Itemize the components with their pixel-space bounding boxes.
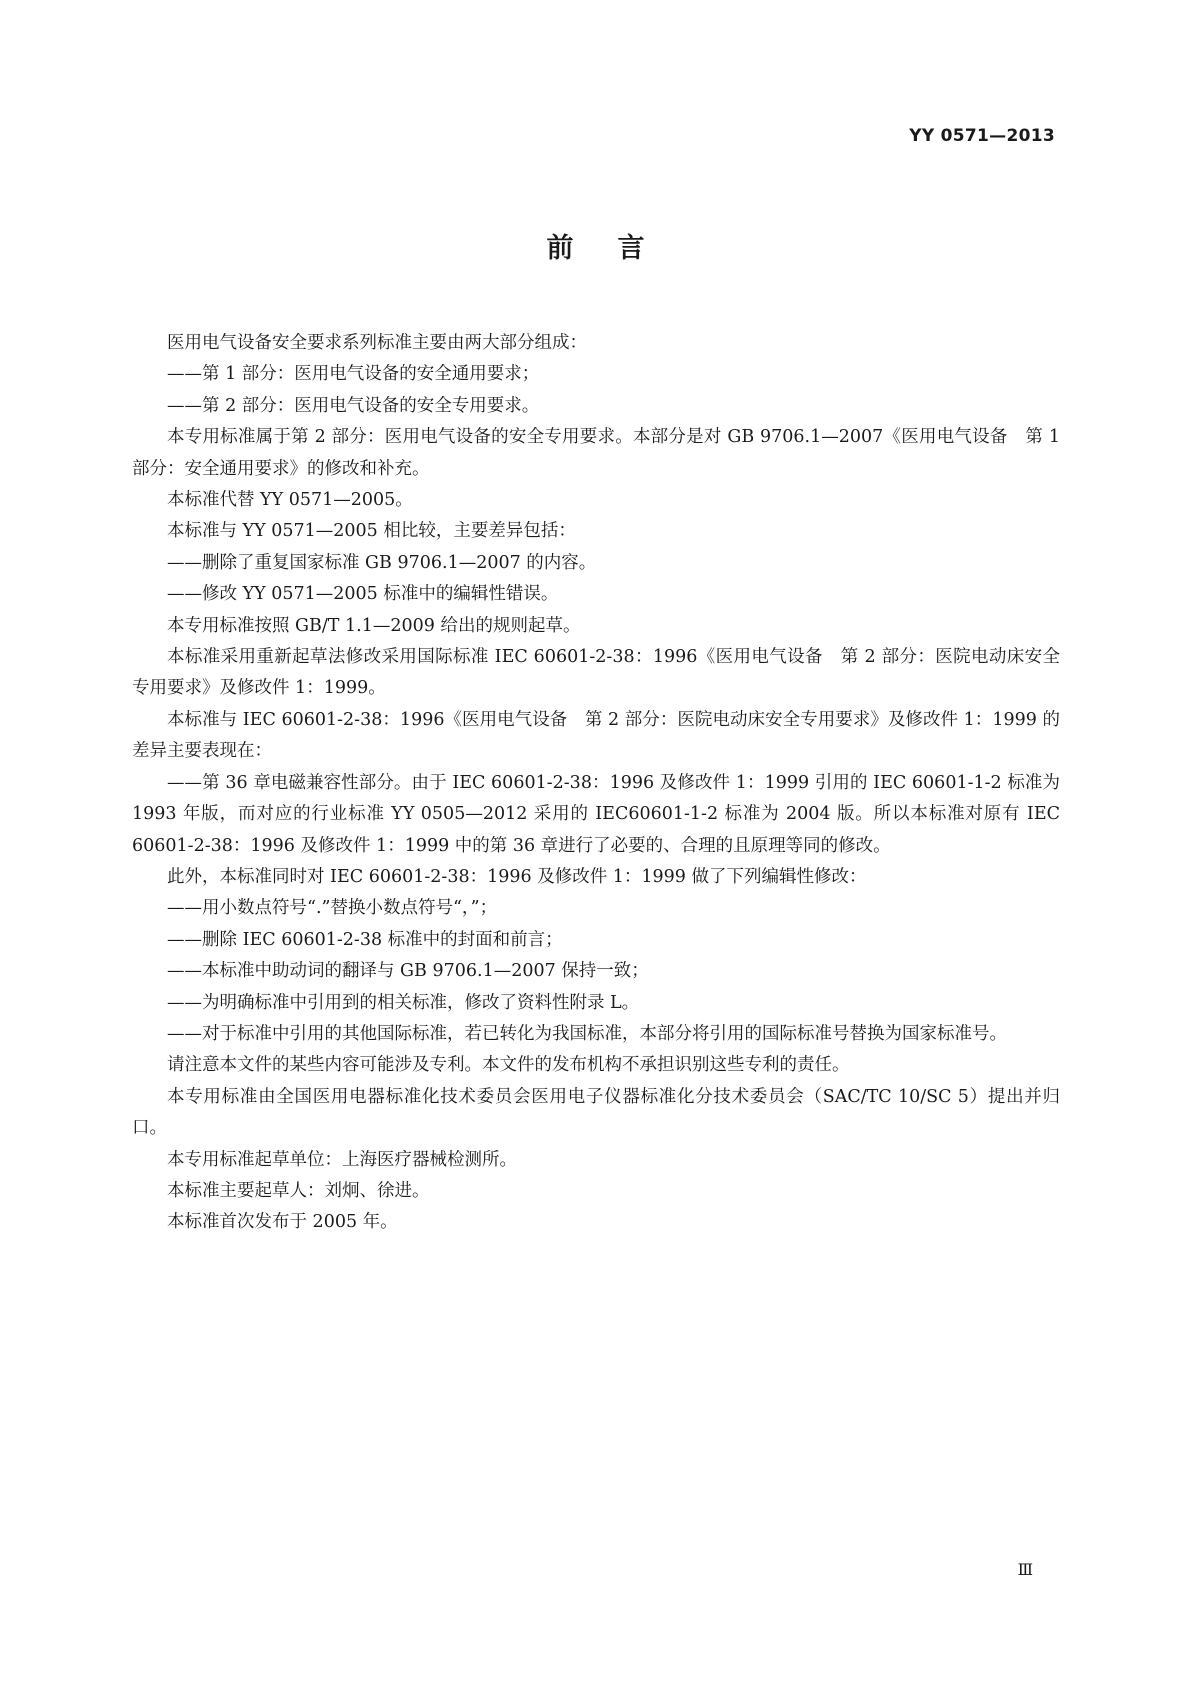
- paragraph: ——删除了重复国家标准 GB 9706.1—2007 的内容。: [167, 552, 597, 573]
- paragraph: 本标准代替 YY 0571—2005。: [167, 490, 413, 511]
- page-title: 前言: [546, 233, 689, 264]
- paragraph: 本专用标准按照 GB/T 1.1—2009 给出的规则起草。: [167, 615, 581, 636]
- paragraph: 本标准与 YY 0571—2005 相比较，主要差异包括：: [167, 521, 576, 542]
- paragraph: ——修改 YY 0571—2005 标准中的编辑性错误。: [167, 584, 559, 605]
- paragraph: 请注意本文件的某些内容可能涉及专利。本文件的发布机构不承担识别这些专利的责任。: [167, 1055, 850, 1076]
- paragraph: 本专用标准由全国医用电器标准化技术委员会医用电子仪器标准化分技术委员会（SAC/TC 10/SC 5）提出并归口。: [132, 1086, 1060, 1139]
- paragraph: 此外，本标准同时对 IEC 60601-2-38：1996 及修改件 1：1999 做了下列编辑性修改：: [167, 866, 867, 887]
- paragraph: 本标准主要起草人：刘炯、徐进。: [167, 1180, 430, 1201]
- standard-number: YY 0571—2013: [909, 126, 1055, 146]
- body-text: [132, 328, 1060, 1239]
- paragraph: 本专用标准属于第 2 部分：医用电气设备的安全专用要求。本部分是对 GB 9706.1—2007《医用电气设备 第 1 部分：安全通用要求》的修改和补充。: [132, 427, 1060, 479]
- page-number: Ⅲ: [1017, 1560, 1033, 1579]
- paragraph: ——第 36 章电磁兼容性部分。由于 IEC 60601-2-38：1996 及修改件 1：1999 引用的 IEC 60601-1-2 标准为 1993 年版，而对应的行业标准 YY 0505—2012 采用的 IEC60601-1-2 标准为 2004 版。所以本标准对原有 IEC 60601-2-38：1996 及修改件 1：1999 中的第 36 章进行了必要的、合理的且原理等同的修改。: [132, 772, 1060, 856]
- paragraph: ——本标准中助动词的翻译与 GB 9706.1—2007 保持一致；: [167, 961, 649, 982]
- paragraph: ——为明确标准中引用到的相关标准，修改了资料性附录 L。: [167, 992, 640, 1013]
- paragraph: ——删除 IEC 60601-2-38 标准中的封面和前言；: [167, 929, 563, 950]
- paragraph: ——第 1 部分：医用电气设备的安全通用要求；: [167, 364, 540, 385]
- paragraph: 本标准首次发布于 2005 年。: [167, 1212, 398, 1233]
- paragraph: ——第 2 部分：医用电气设备的安全专用要求。: [167, 395, 540, 416]
- paragraph: ——用小数点符号“.”替换小数点符号“，”；: [167, 898, 498, 919]
- paragraph: 本标准与 IEC 60601-2-38：1996《医用电气设备 第 2 部分：医院电动床安全专用要求》及修改件 1：1999 的差异主要表现在：: [132, 709, 1060, 762]
- paragraph: 本专用标准起草单位：上海医疗器械检测所。: [167, 1149, 517, 1170]
- paragraph: 本标准采用重新起草法修改采用国际标准 IEC 60601-2-38：1996《医用电气设备 第 2 部分：医院电动床安全专用要求》及修改件 1：1999。: [132, 647, 1060, 699]
- paragraph: 医用电气设备安全要求系列标准主要由两大部分组成：: [167, 333, 587, 353]
- paragraph: ——对于标准中引用的其他国际标准，若已转化为我国标准，本部分将引用的国际标准号替换为国家标准号。: [167, 1023, 1007, 1044]
